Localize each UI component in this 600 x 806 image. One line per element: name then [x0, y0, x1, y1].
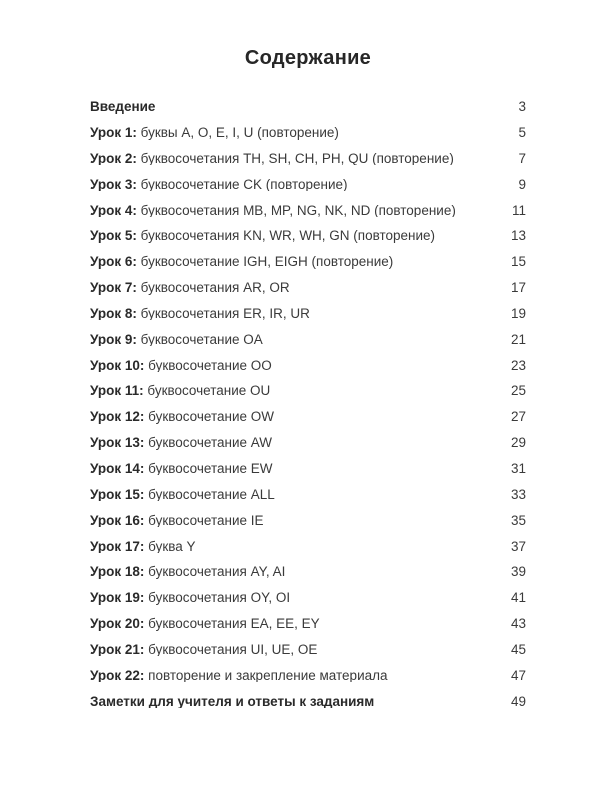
toc-entry-prefix: Урок 22: — [90, 668, 145, 683]
toc-entry-prefix: Урок 15: — [90, 487, 145, 502]
toc-entry-text: буквосочетания KN, WR, WH, GN (повторение) — [136, 229, 436, 243]
toc-entry-prefix: Урок 7: — [90, 281, 137, 295]
toc-entry-text: буквосочетания UI, UE, OE — [144, 642, 318, 657]
toc-page-number: 23 — [510, 357, 526, 373]
toc-content — [90, 46, 526, 714]
toc-page-number: 25 — [510, 383, 526, 399]
toc-entry-text: буквосочетание AW — [144, 436, 273, 450]
toc-page-number: 13 — [510, 228, 526, 244]
toc-entry — [90, 436, 272, 450]
toc-row — [90, 352, 526, 378]
toc-entry — [90, 617, 320, 631]
toc-page-number: 33 — [510, 486, 526, 502]
toc-entry-prefix: Урок 18: — [90, 565, 145, 579]
toc-entry-text: буквосочетание ALL — [144, 487, 275, 502]
toc-row — [90, 637, 526, 663]
toc-entry — [90, 204, 456, 218]
toc-page-number: 19 — [510, 305, 526, 321]
toc-page-number: 9 — [518, 176, 526, 192]
toc-entry-prefix: Урок 19: — [90, 591, 145, 605]
toc-entry-text: буквосочетания MB, MP, NG, NK, ND (повторение) — [136, 203, 456, 218]
toc-page-number: 37 — [510, 538, 526, 554]
toc-entry — [90, 643, 317, 657]
table-of-contents — [90, 94, 526, 714]
toc-entry-text: буквосочетание CK (повторение) — [136, 177, 348, 192]
toc-page-number: 11 — [511, 202, 526, 218]
toc-page-number: 7 — [518, 150, 526, 166]
toc-page-number: 15 — [510, 254, 526, 270]
toc-entry — [90, 307, 310, 321]
toc-page-number: 47 — [510, 667, 526, 683]
toc-entry — [90, 514, 264, 528]
toc-page-number: 17 — [510, 280, 526, 296]
toc-entry-prefix: Заметки для учителя и ответы к заданиям — [90, 694, 375, 709]
toc-entry-text: буква Y — [144, 539, 196, 554]
toc-entry-text: буквосочетание OA — [136, 332, 263, 347]
toc-entry — [90, 410, 274, 424]
toc-entry-prefix: Урок 12: — [90, 410, 145, 424]
toc-row — [90, 430, 526, 456]
toc-row — [90, 378, 526, 404]
toc-entry — [90, 669, 388, 683]
toc-row — [90, 508, 526, 534]
toc-entry — [90, 359, 272, 373]
toc-entry — [90, 695, 374, 709]
toc-entry-text: буквосочетание OU — [143, 384, 271, 398]
toc-entry-text: буквосочетания AR, OR — [136, 281, 290, 295]
toc-entry-prefix: Урок 4: — [90, 203, 137, 218]
toc-entry — [90, 229, 435, 243]
toc-entry-prefix: Урок 5: — [90, 229, 137, 243]
toc-row — [90, 120, 526, 146]
toc-entry — [90, 100, 155, 114]
toc-row — [90, 533, 526, 559]
toc-entry — [90, 462, 273, 476]
toc-page-number: 43 — [510, 616, 526, 632]
toc-entry-text: буквосочетание IGH, EIGH (повторение) — [136, 255, 394, 269]
toc-row — [90, 688, 526, 714]
toc-entry-prefix: Урок 13: — [90, 436, 145, 450]
toc-row — [90, 249, 526, 275]
toc-page-number: 49 — [510, 693, 526, 709]
toc-entry-text: буквосочетания OY, OI — [144, 591, 291, 605]
toc-entry-text: буквосочетание IE — [144, 513, 264, 528]
toc-entry-prefix: Урок 10: — [90, 358, 145, 373]
toc-page-number: 5 — [518, 125, 526, 141]
toc-entry-prefix: Урок 3: — [90, 177, 137, 192]
toc-entry-text: повторение и закрепление материала — [144, 668, 388, 683]
toc-entry-prefix: Урок 1: — [90, 126, 137, 140]
toc-page-number: 29 — [510, 435, 526, 451]
toc-row — [90, 172, 526, 198]
toc-entry — [90, 281, 290, 295]
toc-entry-prefix: Урок 14: — [90, 461, 145, 476]
toc-row — [90, 663, 526, 689]
toc-entry — [90, 255, 393, 269]
toc-row — [90, 559, 526, 585]
toc-entry — [90, 126, 339, 140]
toc-row — [90, 327, 526, 353]
toc-entry-prefix: Урок 6: — [90, 255, 137, 269]
toc-page-number: 39 — [510, 564, 526, 580]
toc-row — [90, 585, 526, 611]
toc-row — [90, 223, 526, 249]
toc-entry-text: буквосочетания ER, IR, UR — [136, 306, 310, 321]
toc-entry — [90, 333, 263, 347]
toc-row — [90, 611, 526, 637]
toc-row — [90, 456, 526, 482]
toc-page-number: 41 — [510, 590, 526, 606]
toc-row — [90, 482, 526, 508]
toc-entry-text: буквосочетание EW — [144, 461, 273, 476]
page-title: Содержание — [244, 47, 372, 69]
toc-entry-prefix: Урок 17: — [90, 539, 145, 554]
toc-entry — [90, 178, 348, 192]
toc-entry — [90, 384, 270, 398]
toc-entry-prefix: Введение — [90, 100, 156, 114]
toc-entry — [90, 540, 196, 554]
toc-entry — [90, 488, 275, 502]
toc-entry-text: буквосочетания AY, AI — [144, 565, 286, 579]
toc-page-number: 35 — [510, 512, 526, 528]
toc-row — [90, 197, 526, 223]
toc-entry-prefix: Урок 9: — [90, 332, 137, 347]
toc-entry-prefix: Урок 11: — [90, 384, 144, 398]
toc-entry-prefix: Урок 8: — [90, 306, 137, 321]
toc-entry-text: буквосочетание OO — [144, 358, 272, 373]
toc-entry-prefix: Урок 21: — [90, 642, 145, 657]
toc-entry — [90, 591, 290, 605]
toc-entry-text: буквы A, O, E, I, U (повторение) — [136, 126, 339, 140]
toc-entry-text: буквосочетание OW — [144, 410, 275, 424]
toc-row — [90, 301, 526, 327]
toc-entry — [90, 565, 285, 579]
toc-page-number: 27 — [510, 409, 526, 425]
toc-entry-text: буквосочетания EA, EE, EY — [144, 617, 320, 631]
toc-entry-text: буквосочетания TH, SH, CH, PH, QU (повторение) — [136, 151, 454, 166]
toc-row — [90, 404, 526, 430]
toc-entry-prefix: Урок 2: — [90, 151, 137, 166]
toc-row — [90, 275, 526, 301]
toc-page-number: 31 — [510, 460, 526, 476]
toc-entry — [90, 152, 454, 166]
toc-page-number: 21 — [510, 331, 526, 347]
toc-entry-prefix: Урок 20: — [90, 617, 145, 631]
toc-row — [90, 94, 526, 120]
toc-entry-prefix: Урок 16: — [90, 513, 145, 528]
toc-page-number: 45 — [510, 641, 526, 657]
toc-row — [90, 146, 526, 172]
toc-page-number: 3 — [518, 99, 526, 115]
